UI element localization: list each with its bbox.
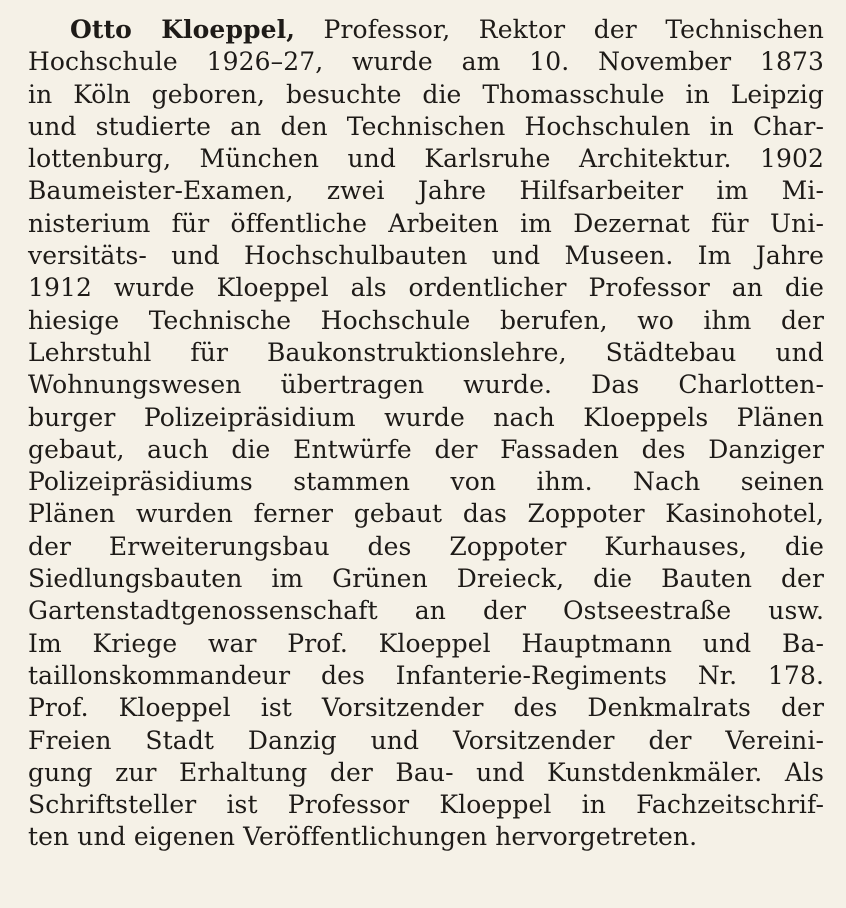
text-line: 1912 wurde Kloeppel als ordentlicher Professor an die: [28, 273, 824, 303]
biography-paragraph: [28, 14, 824, 854]
text-line: Plänen wurden ferner gebaut das Zoppoter Kasinohotel,: [28, 499, 824, 529]
text-line: Im Kriege war Prof. Kloeppel Hauptmann und Ba-: [28, 628, 824, 658]
text-line: lottenburg, München und Karlsruhe Architektur. 1902: [28, 144, 824, 174]
text-line: gung zur Erhaltung der Bau- und Kunstdenkmäler. Als: [28, 757, 824, 787]
text-line: nisterium für öffentliche Arbeiten im Dezernat für Uni-: [28, 208, 824, 238]
text-line: Gartenstadtgenossenschaft an der Ostseestraße usw.: [28, 596, 824, 626]
text-line: Prof. Kloeppel ist Vorsitzender des Denkmalrats der: [28, 693, 824, 723]
text-line: Baumeister-Examen, zwei Jahre Hilfsarbeiter im Mi-: [28, 176, 824, 206]
text-line: taillonskommandeur des Infanterie-Regiments Nr. 178.: [28, 660, 824, 690]
text-line: versitäts- und Hochschulbauten und Museen. Im Jahre: [28, 241, 824, 271]
text-line: Hochschule 1926–27, wurde am 10. November 1873: [28, 47, 824, 77]
text-line: Siedlungsbauten im Grünen Dreieck, die Bauten der: [28, 564, 824, 594]
text-line: Lehrstuhl für Baukonstruktionslehre, Städtebau und: [28, 337, 824, 367]
person-name: Otto Kloeppel,: [70, 15, 296, 44]
text-line: und studierte an den Technischen Hochschulen in Char-: [28, 111, 824, 141]
text-line: in Köln geboren, besuchte die Thomasschule in Leipzig: [28, 79, 824, 109]
text-line: Wohnungswesen übertragen wurde. Das Charlotten-: [28, 370, 824, 400]
text-line: burger Polizeipräsidium wurde nach Kloeppels Plänen: [28, 402, 824, 432]
text-line: Schriftsteller ist Professor Kloeppel in Fachzeitschrif-: [28, 790, 824, 820]
text-line: der Erweiterungsbau des Zoppoter Kurhauses, die: [28, 531, 824, 561]
text-line: ten und eigenen Veröffentlichungen hervorgetreten.: [28, 822, 698, 852]
text-line: Polizeipräsidiums stammen von ihm. Nach seinen: [28, 467, 824, 497]
text-line: Freien Stadt Danzig und Vorsitzender der Vereini-: [28, 725, 824, 755]
text-line: Otto Kloeppel, Professor, Rektor der Technischen: [70, 15, 824, 44]
text-line: hiesige Technische Hochschule berufen, wo ihm der: [28, 305, 824, 335]
text-line: gebaut, auch die Entwürfe der Fassaden des Danziger: [28, 434, 824, 464]
